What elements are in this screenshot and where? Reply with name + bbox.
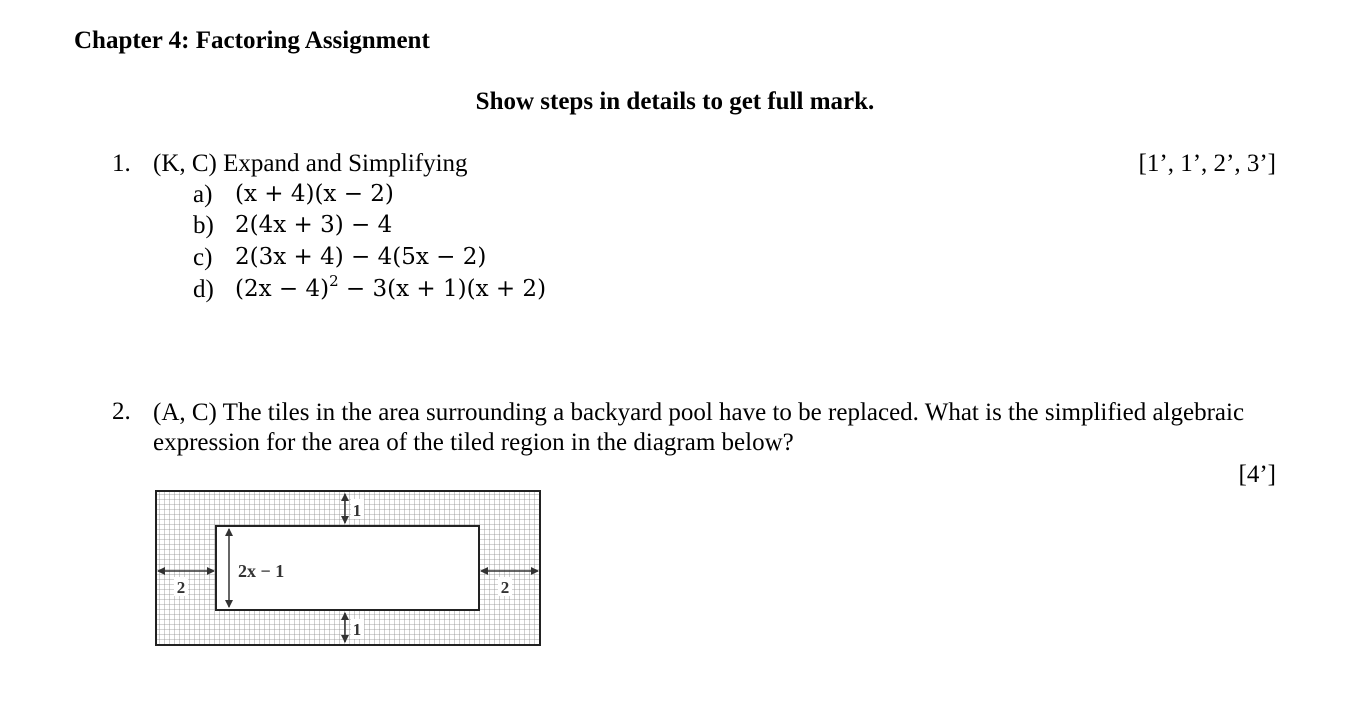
question-1-part-d-rest: − 3(x + 1)(x + 2) <box>338 276 547 302</box>
question-2-text: (A, C) The tiles in the area surrounding a backyard pool have to be replaced. What is the simplified algebraic expression for the area of the tiled region in the diagram below? <box>153 399 1245 456</box>
question-1-part-b-expression: 2(4x + 3) − 4 <box>235 212 393 238</box>
question-1-part-d-base: (2x − 4) <box>235 276 330 302</box>
right-border-label: 2 <box>500 578 510 597</box>
top-border-label: 1 <box>352 501 362 520</box>
question-1-part-d-label: d) <box>193 276 214 303</box>
question-1-part-a-expression: (x + 4)(x − 2) <box>235 181 394 207</box>
question-1-text: (K, C) Expand and Simplifying <box>153 150 468 177</box>
question-1-number: 1. <box>112 150 131 177</box>
question-1-part-d-exponent: 2 <box>329 272 339 290</box>
left-border-label: 2 <box>176 578 186 597</box>
question-1-part-a-label: a) <box>193 181 213 208</box>
question-2-marks: [4’] <box>1238 461 1276 488</box>
question-1-part-c-expression: 2(3x + 4) − 4(5x − 2) <box>235 244 487 270</box>
question-1-part-b-label: b) <box>193 212 214 239</box>
question-1-marks: [1’, 1’, 2’, 3’] <box>1138 150 1276 177</box>
bottom-border-label: 1 <box>352 620 362 639</box>
pool-height-label: 2x − 1 <box>238 561 285 581</box>
question-1-part-c-label: c) <box>193 244 213 271</box>
page-title: Chapter 4: Factoring Assignment <box>74 27 430 54</box>
question-1-part-d-expression <box>235 272 547 302</box>
question-2-number: 2. <box>112 398 131 425</box>
instructions: Show steps in details to get full mark. <box>475 88 875 115</box>
pool-diagram <box>154 489 544 656</box>
